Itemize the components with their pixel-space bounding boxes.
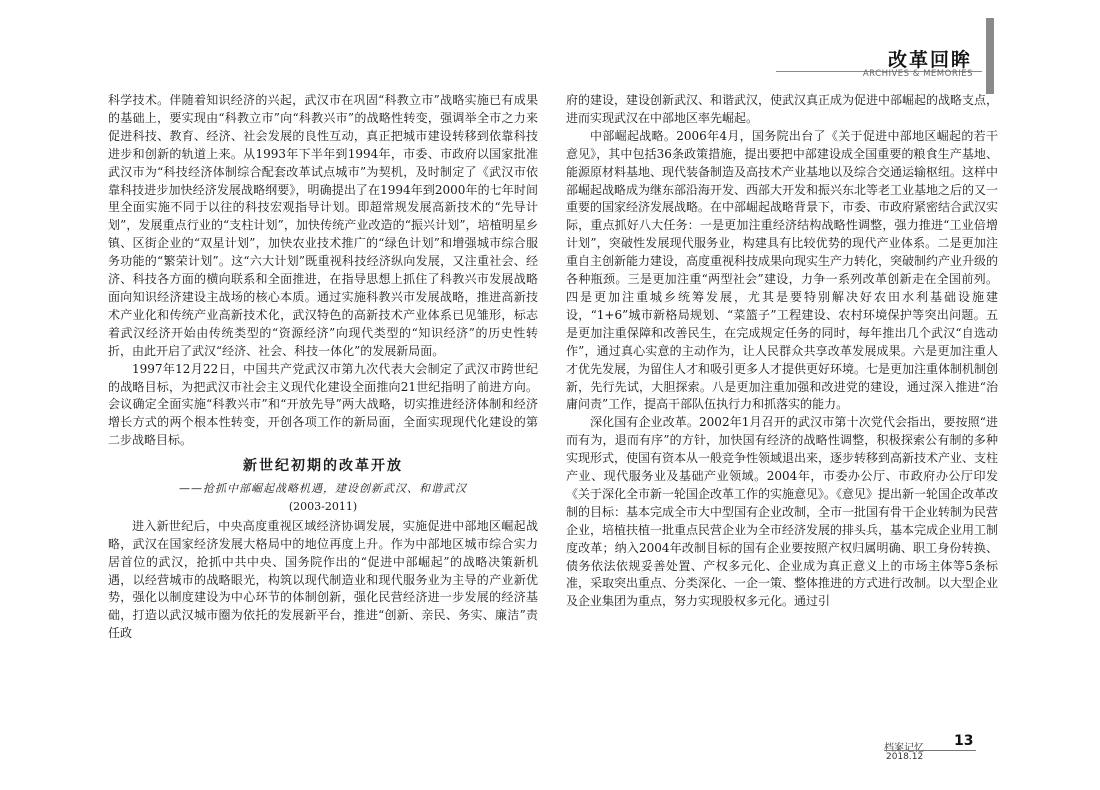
paragraph: 1997年12月22日，中国共产党武汉市第九次代表大会制定了武汉市跨世纪的战略目标，为把武汉市社会主义现代化建设全面推向21世纪指明了前进方向。会议确定全面实施“科教兴市”和“开放先导”两大战略，切实推进经济体制和经济增长方式的两个根本性转变，开创各项工作的新局面，全面实现现代化建设的第二步战略目标。 xyxy=(108,361,538,448)
page-number: 13 xyxy=(954,733,974,749)
paragraph: 科学技术。伴随着知识经济的兴起，武汉市在巩固“科教立市”战略实施已有成果的基础上，要实现由“科教立市”向“科教兴市”的战略性转变，强调举全市之力来促进科技、教育、经济、社会发展的良性互动，真正把城市建设转移到依靠科技进步和创新的轨道上来。从1993年下半年到1994年，市委、市政府以国家批准武汉市为“科技经济体制综合配套改革试点城市”为契机，及时制定了《武汉市依靠科技进步加快经济发展战略纲要》，明确提出了在1994年到2000年的七年时间里全面实施不同于以往的科技宏观指导计划。即超常规发展高新技术的“先导计划”，发展重点行业的“支柱计划”，加快传统产业改造的“振兴计划”，培植明星乡镇、区街企业的“双星计划”，加快农业技术推广的“绿色计划”和增强城市综合服务功能的“繁荣计划”。这“六大计划”既重视科技经济纵向发展，又注重社会、经济、科技各方面的横向联系和全面推进，在指导思想上抓住了科教兴市发展战略面向知识经济建设主战场的核心本质。通过实施科教兴市发展战略，推进高新技术产业化和传统产业高新技术化，武汉特色的高新技术产业体系已见雏形，标志着武汉经济开始由传统类型的“资源经济”向现代类型的“知识经济”的历史性转折，由此开启了武汉“经济、社会、科技一体化”的发展新局面。 xyxy=(108,93,538,358)
section-years: (2003-2011) xyxy=(288,499,358,513)
footer-date: 2018.12 xyxy=(886,752,924,762)
section-heading: 新世纪初期的改革开放 xyxy=(243,458,403,475)
paragraph: 中部崛起战略。2006年4月，国务院出台了《关于促进中部地区崛起的若干意见》，其中包括36条政策措施，提出要把中部建设成全国重要的粮食生产基地、能源原材料基地、现代装备制造及高技术产业基地以及综合交通运输枢纽。这样中部崛起战略成为继东部沿海开发、西部大开发和振兴东北等老工业基地之后的又一重要的国家经济发展战略。在中部崛起战略背景下，市委、市政府紧密结合武汉实际，重点抓好八大任务：一是更加注重经济结构战略性调整，强力推进“工业倍增计划”，突破性发展现代服务业，构建具有比较优势的现代产业体系。二是更加注重自主创新能力建设，高度重视科技成果向现实生产力转化，突破制约产业升级的各种瓶颈。三是更加注重“两型社会”建设，力争一系列改革创新走在全国前列。四是更加注重城乡统筹发展，尤其是要特别解决好农田水利基础设施建设，“1+6”城市新格局规划、“菜篮子”工程建设、农村环境保护等突出问题。五是更加注重保障和改善民生，在完成规定任务的同时，每年推出几个武汉“自选动作”，通过真心实意的主动作为，让人民群众共享改革发展成果。六是更加注重人才优先发展，为留住人才和吸引更多人才提供更好环境。七是更加注重体制机制创新，先行先试，大胆探索。八是更加注重加强和改进党的建设，通过深入推进“治庸问责”工作，提高干部队伍执行力和抓落实的能力。 xyxy=(566,128,999,412)
right-column xyxy=(566,92,998,611)
footer-publication-name: 档案记忆 xyxy=(884,743,924,754)
section-subheading: ——抢抓中部崛起战略机遇，建设创新武汉、和谐武汉 xyxy=(179,482,467,496)
section-subtitle: ARCHIVES & MEMORIES xyxy=(862,69,973,79)
left-column xyxy=(108,92,538,643)
paragraph: 深化国有企业改革。2002年1月召开的武汉市第十次党代会指出，要按照“进而有为，退而有序”的方针，加快国有经济的战略性调整，积极探索公有制的多种实现形式，使国有资本从一般竞争性领域退出来，逐步转移到高新技术产业、支柱产业、现代服务业及基础产业领域。2004年，市委办公厅、市政府办公厅印发《关于深化全市新一轮国企改革工作的实施意见》。《意见》提出新一轮国企改革改制的目标：基本完成全市大中型国有企业改制，全市一批国有骨干企业转制为民营企业，培植扶植一批重点民营企业为全市经济发展的排头兵，基本完成企业用工制度改革；纳入2004年改制目标的国有企业要按照产权归属明确、职工身份转换、债务依法依规妥善处置、产权多元化、企业成为真正意义上的市场主体等5条标准，采取突出重点、分类深化、一企一策、整体推进的方式进行改制。以大型企业及企业集团为重点，努力实现股权多元化。通过引 xyxy=(566,415,999,609)
section-title: 改革回眸 xyxy=(887,49,972,71)
paragraph: 府的建设，建设创新武汉、和谐武汉，使武汉真正成为促进中部崛起的战略支点，进而实现武汉在中部地区率先崛起。 xyxy=(566,93,999,125)
paragraph: 进入新世纪后，中央高度重视区域经济协调发展，实施促进中部地区崛起战略，武汉在国家经济发展大格局中的地位再度上升。作为中部地区城市综合实力居首位的武汉，抢抓中共中央、国务院作出的“促进中部崛起”的战略决策新机遇，以经营城市的战略眼光，构筑以现代制造业和现代服务业为主导的产业新优势，强化以制度建设为中心环节的体制创新，强化民营经济进一步发展的经济基础，打造以武汉城市圈为依托的发展新平台，推进“创新、亲民、务实、廉洁”责任政 xyxy=(108,518,538,641)
header-accent-bar xyxy=(986,18,994,94)
footer-divider xyxy=(884,750,976,751)
